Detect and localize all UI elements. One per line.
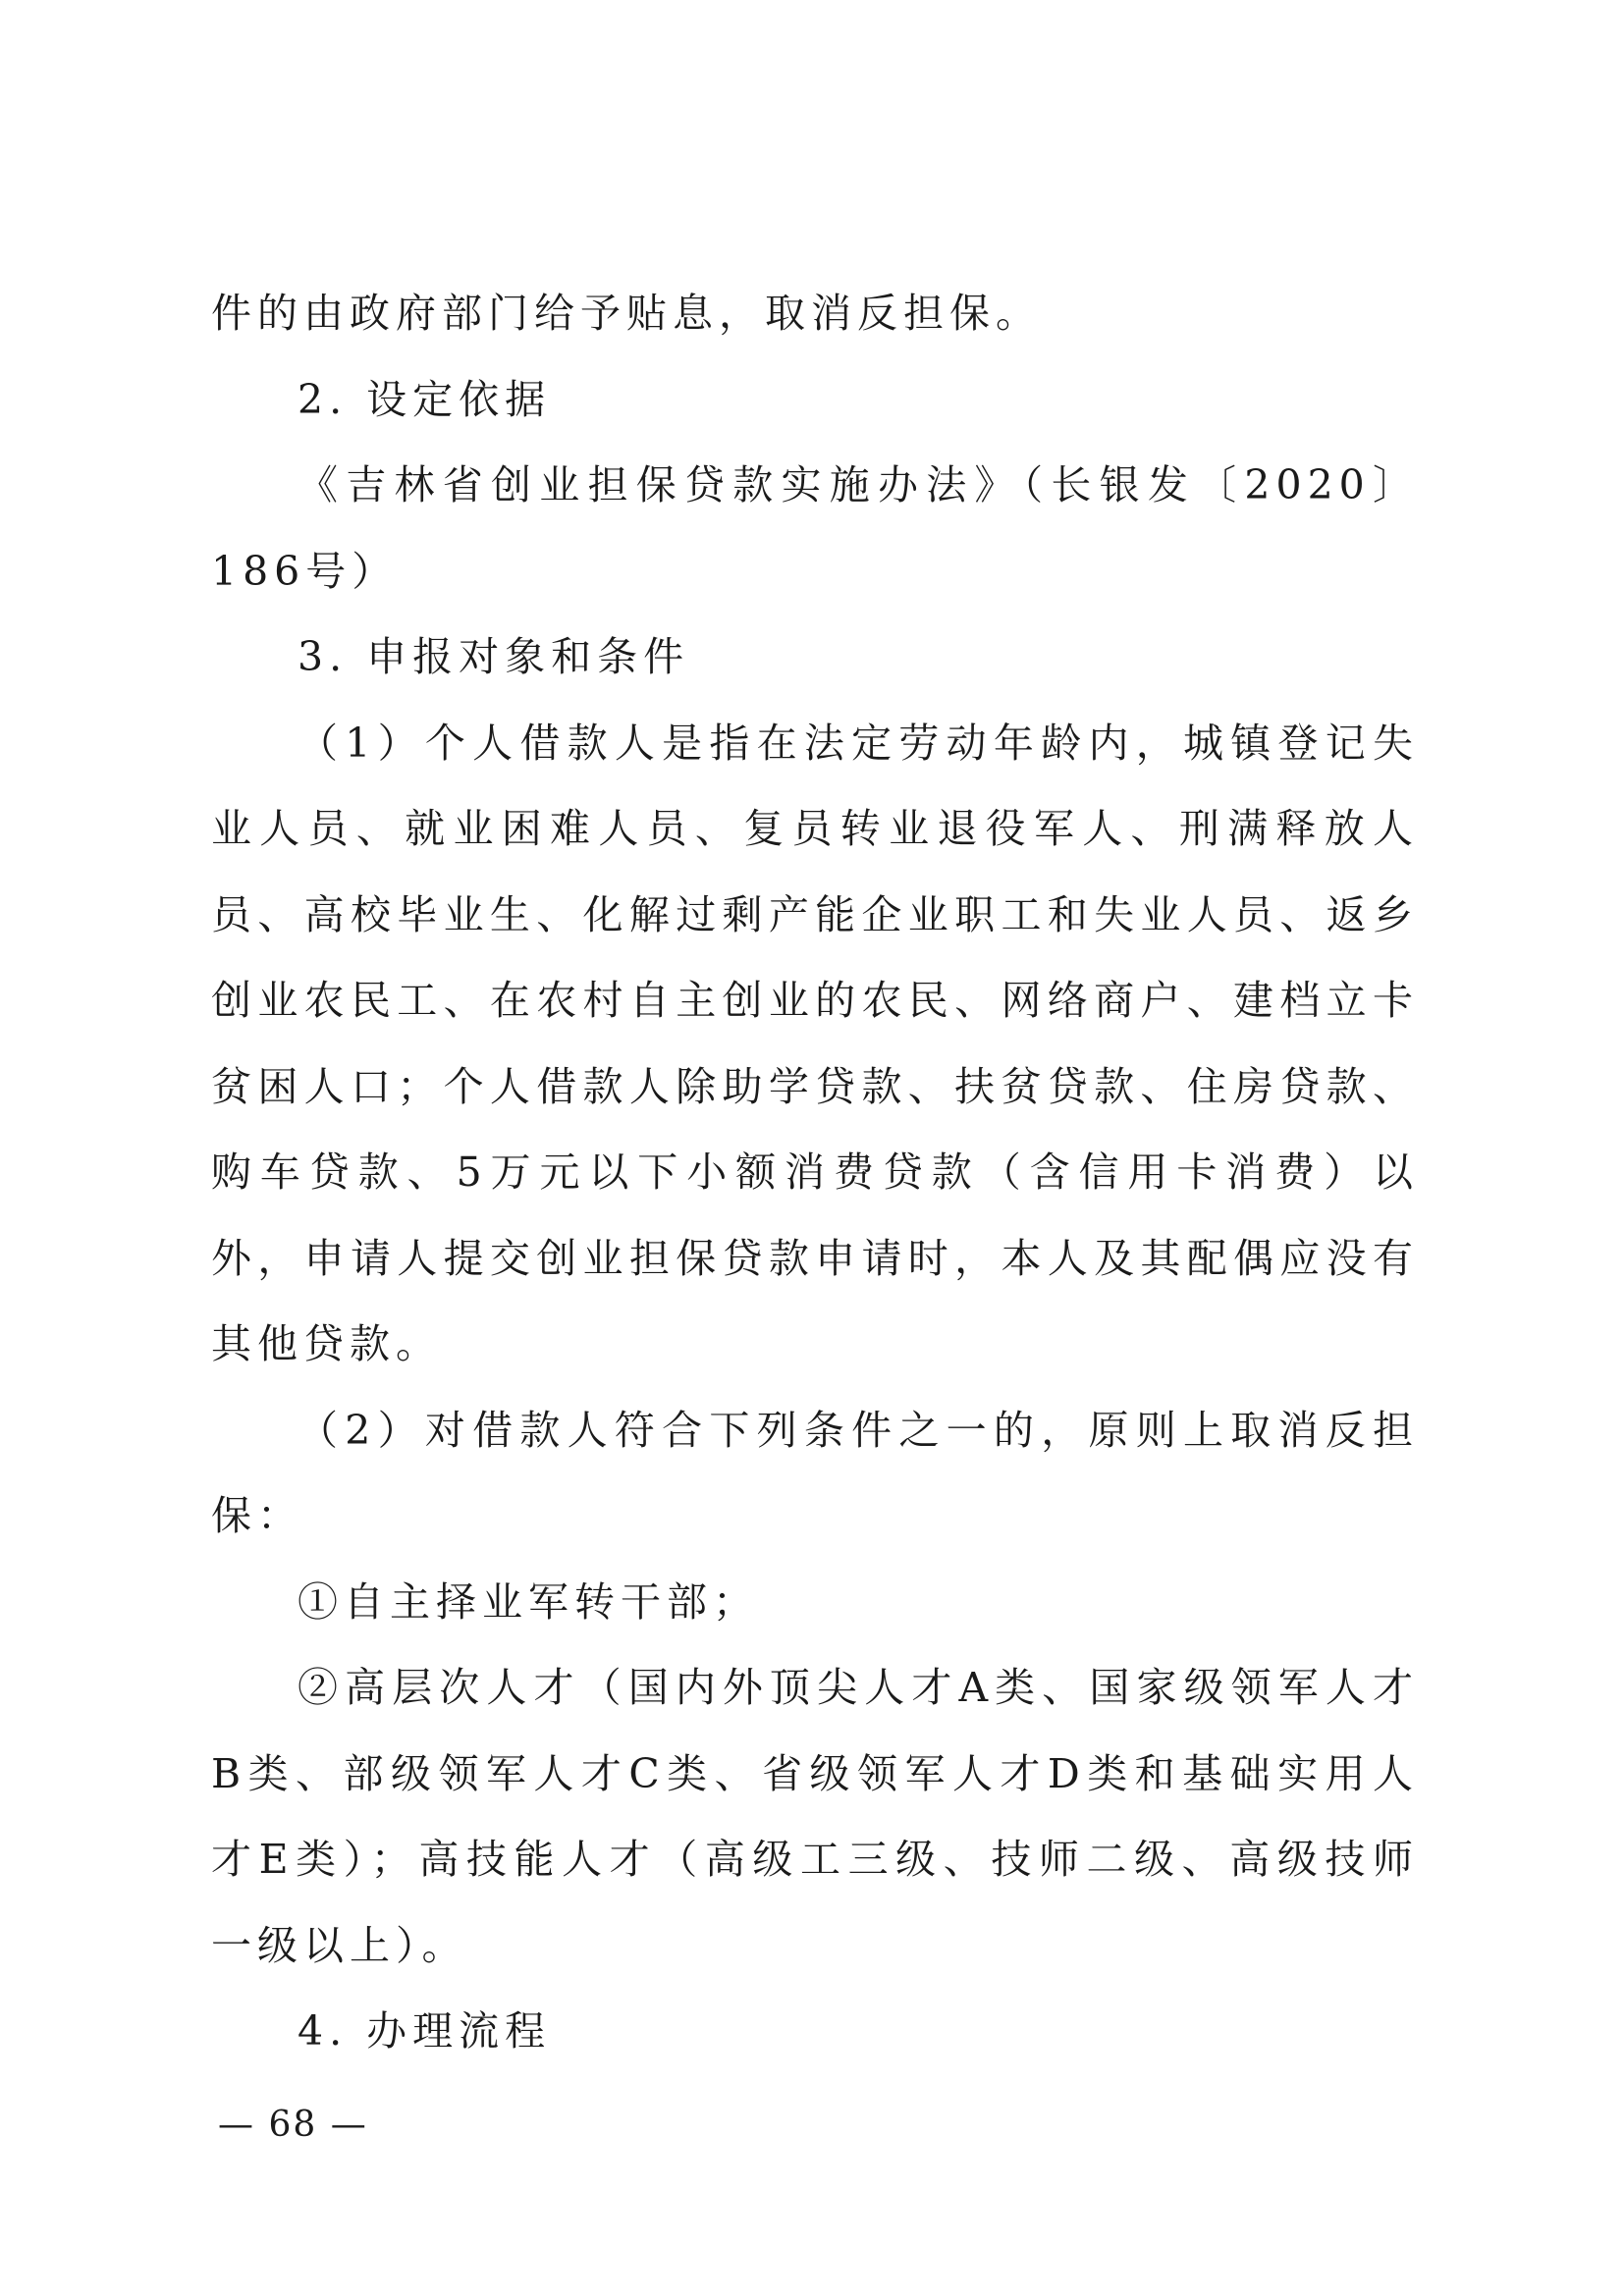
paragraph-eligibility-1: （1）个人借款人是指在法定劳动年龄内，城镇登记失业人员、就业困难人员、复员转业退役军人、刑满释放人员、高校毕业生、化解过剩产能企业职工和失业人员、返乡创业农民工、在农村自主创业的农民、网络商户、建档立卡贫困人口；个人借款人除助学贷款、扶贫贷款、住房贷款、购车贷款、5万元以下小额消费贷款（含信用卡消费）以外，申请人提交创业担保贷款申请时，本人及其配偶应没有其他贷款。	[211, 719, 1419, 1367]
heading-basis: 2. 设定依据	[298, 375, 552, 423]
paragraph-continuation: 件的由政府部门给予贴息，取消反担保。	[211, 290, 1042, 337]
list-item-1: ①自主择业军转干部；	[298, 1577, 759, 1626]
paragraph-basis: 《吉林省创业担保贷款实施办法》（长银发〔2020〕186号）	[211, 461, 1419, 595]
body-text	[211, 271, 1419, 2075]
page-number: — 68 —	[218, 2105, 368, 2145]
heading-process: 4. 办理流程	[298, 2007, 552, 2055]
paragraph-eligibility-2: （2）对借款人符合下列条件之一的，原则上取消反担保：	[211, 1406, 1419, 1539]
list-item-2: ②高层次人才（国内外顶尖人才A类、国家级领军人才B类、部级领军人才C类、省级领军人才D类和基础实用人才E类）；高技能人才（高级工三级、技师二级、高级技师一级以上）。	[211, 1664, 1419, 1969]
heading-eligibility: 3. 申报对象和条件	[298, 633, 690, 680]
